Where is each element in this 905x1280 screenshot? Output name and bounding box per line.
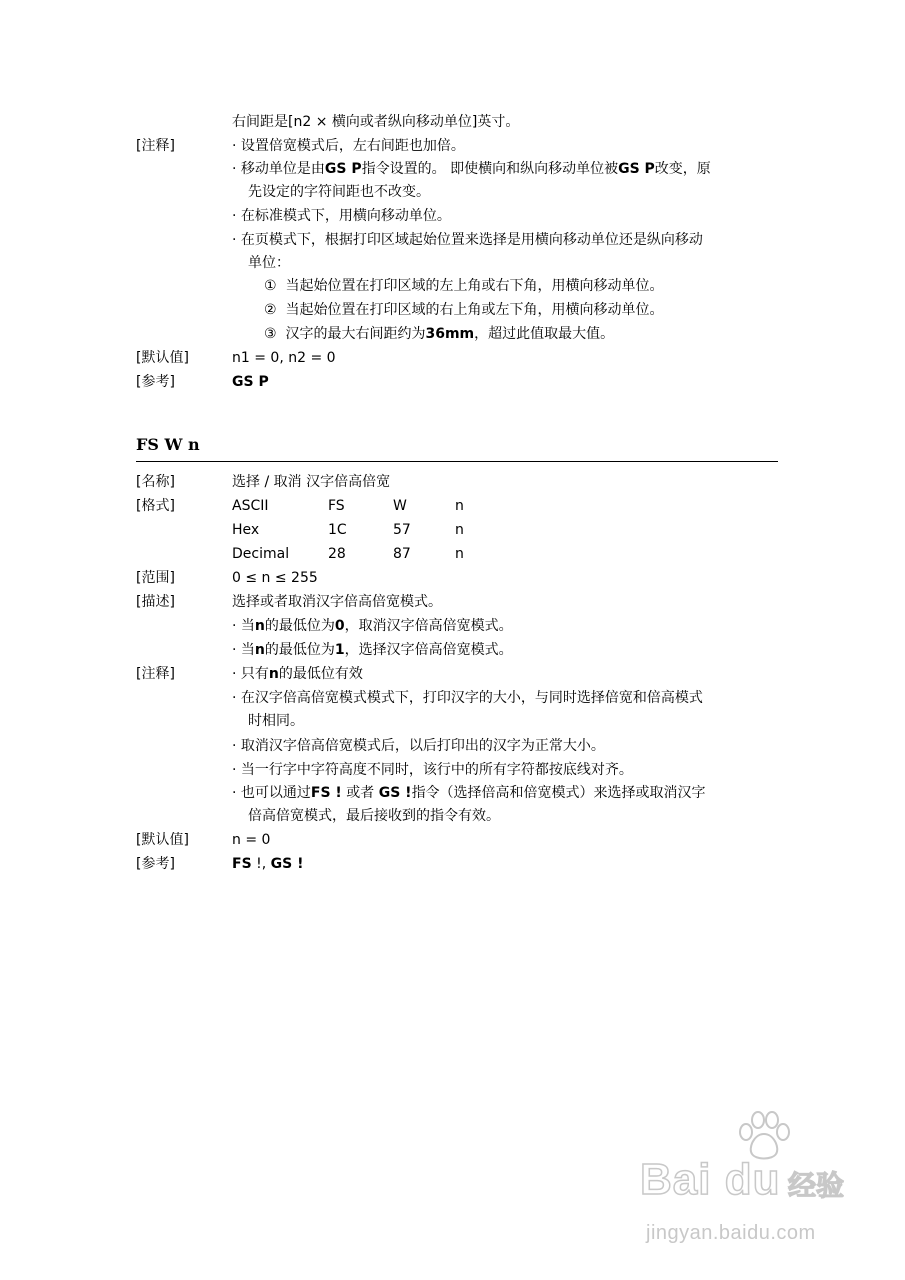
note-item: · 只有n的最低位有效 — [232, 666, 363, 682]
note-item: · 取消汉字倍高倍宽模式后，以后打印出的汉字为正常大小。 — [232, 738, 605, 754]
default-value: n1 = 0, n2 = 0 — [232, 350, 336, 366]
range-value: 0 ≤ n ≤ 255 — [232, 570, 318, 586]
default-label: [默认值] — [136, 832, 189, 848]
description-label: [描述] — [136, 594, 175, 610]
note-item: · 移动单位是由GS P指令设置的。 即使横向和纵向移动单位被GS P改变，原 — [232, 161, 711, 177]
format-label: [格式] — [136, 498, 175, 514]
description-value: 选择或者取消汉字倍高倍宽模式。 — [232, 594, 442, 610]
sub-note-item: ① 当起始位置在打印区域的左上角或右下角，用横向移动单位。 — [264, 278, 664, 294]
jingyan-text: 经验 — [788, 1169, 845, 1202]
note-item-continuation: 单位： — [248, 255, 290, 271]
section-divider — [136, 461, 778, 462]
note-item: · 也可以通过FS ! 或者 GS !指令（选择倍高和倍宽模式）来选择或取消汉字 — [232, 785, 706, 801]
description-item: · 当n的最低位为1，选择汉字倍高倍宽模式。 — [232, 642, 513, 658]
default-label: [默认值] — [136, 350, 189, 366]
note-item: · 在汉字倍高倍宽模式模式下，打印汉字的大小，与同时选择倍宽和倍高模式 — [232, 690, 703, 706]
format-cell: 87 — [393, 546, 411, 562]
reference-value: FS !, GS ! — [232, 856, 304, 872]
description-item: · 当n的最低位为0，取消汉字倍高倍宽模式。 — [232, 618, 513, 634]
baidu-logo-text: Bai du — [640, 1155, 781, 1204]
format-cell: 57 — [393, 522, 411, 538]
format-cell: n — [455, 522, 464, 538]
note-item: · 在标准模式下，用横向移动单位。 — [232, 208, 451, 224]
format-cell: Decimal — [232, 546, 290, 562]
note-label: [注释] — [136, 138, 175, 154]
reference-value: GS P — [232, 374, 269, 390]
note-item-continuation: 时相同。 — [248, 713, 304, 729]
note-item: · 设置倍宽模式后，左右间距也加倍。 — [232, 138, 465, 154]
note-item: · 当一行字中字符高度不同时，该行中的所有字符都按底线对齐。 — [232, 762, 633, 778]
baidu-watermark — [640, 1150, 860, 1270]
watermark-url: jingyan.baidu.com — [646, 1222, 816, 1244]
format-cell: Hex — [232, 522, 260, 538]
sub-note-item: ② 当起始位置在打印区域的右上角或左下角，用横向移动单位。 — [264, 302, 664, 318]
format-cell: ASCII — [232, 498, 269, 514]
note-item-continuation: 倍高倍宽模式，最后接收到的指令有效。 — [248, 808, 500, 824]
format-cell: n — [455, 546, 464, 562]
note-label: [注释] — [136, 666, 175, 682]
format-cell: FS — [328, 498, 345, 514]
name-label: [名称] — [136, 474, 175, 490]
sub-note-item: ③ 汉字的最大右间距约为36mm，超过此值取最大值。 — [264, 326, 615, 342]
note-item-continuation: 先设定的字符间距也不改变。 — [248, 184, 430, 200]
format-cell: 1C — [328, 522, 347, 538]
format-cell: W — [393, 498, 407, 514]
default-value: n = 0 — [232, 832, 271, 848]
right-spacing-line: 右间距是[n2 × 横向或者纵向移动单位]英寸。 — [232, 114, 520, 130]
format-cell: 28 — [328, 546, 346, 562]
range-label: [范围] — [136, 570, 175, 586]
command-title: FS W n — [136, 435, 200, 454]
reference-label: [参考] — [136, 856, 175, 872]
reference-label: [参考] — [136, 374, 175, 390]
name-value: 选择 / 取消 汉字倍高倍宽 — [232, 474, 391, 490]
note-item: · 在页模式下，根据打印区域起始位置来选择是用横向移动单位还是纵向移动 — [232, 232, 703, 248]
format-cell: n — [455, 498, 464, 514]
